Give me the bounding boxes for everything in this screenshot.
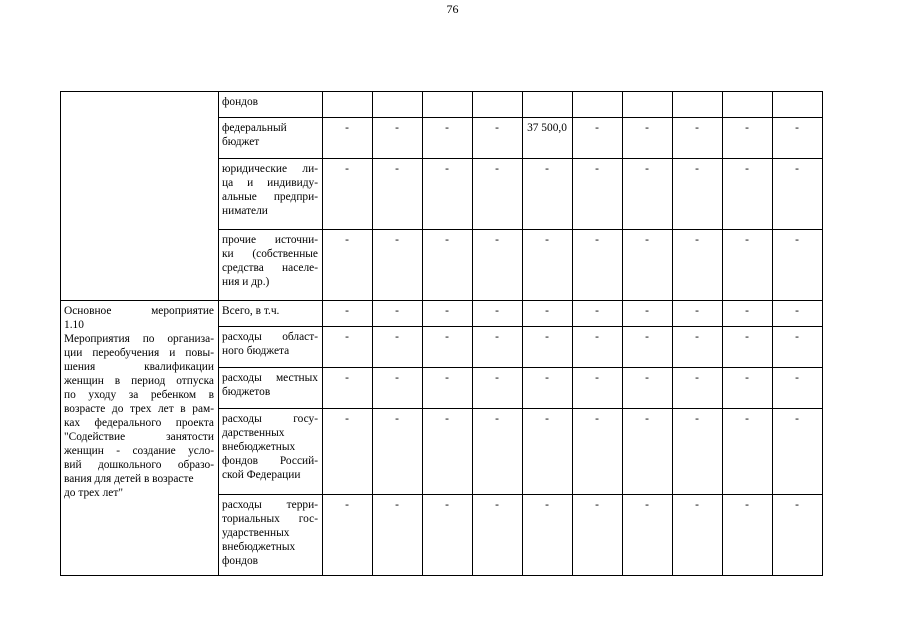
value-cell: - [773,118,823,159]
funding-source-line: внебюджетных [222,541,296,553]
value-cell [723,92,773,118]
value-cell: - [473,495,523,576]
funding-source-line: бюджетов [222,386,271,398]
event-text-line: вий дошкольного образо- [64,459,214,471]
funding-source-line: расходы местных [222,372,318,384]
event-text-line: женщин в период отпуска [64,375,214,387]
funding-source-line: внебюджетных [222,441,296,453]
value-cell: - [473,327,523,368]
event-text-line: женщин - создание усло- [64,445,214,457]
value-cell: - [423,159,473,230]
page-number: 76 [446,2,459,16]
value-cell [323,92,373,118]
value-cell: - [423,495,473,576]
value-cell: - [773,409,823,495]
value-cell: - [723,159,773,230]
funding-source-line: ца и индивиду- [222,177,318,189]
value-cell [623,92,673,118]
value-cell: - [323,368,373,409]
funding-source-cell [219,92,323,118]
value-cell: - [623,409,673,495]
value-cell: - [373,230,423,301]
event-text-line: Основное мероприятие [64,305,214,317]
value-cell: - [673,301,723,327]
funding-source-line: расходы терри- [222,499,318,511]
value-cell: - [573,495,623,576]
table-row [61,301,823,327]
value-cell: - [723,118,773,159]
value-cell: - [323,230,373,301]
value-cell: - [473,159,523,230]
funding-source-cell [219,118,323,159]
event-text-line: "Содействие занятости [64,431,214,443]
value-cell: - [673,159,723,230]
value-cell: - [723,368,773,409]
event-text-line: ции переобучения и повы- [64,347,214,359]
event-cell [61,301,219,576]
value-cell: - [523,159,573,230]
table-row [61,92,823,118]
value-cell: - [573,159,623,230]
funding-source-line: дарственных [222,427,285,439]
value-cell: - [623,495,673,576]
funding-source-line: альные предпри- [222,191,318,203]
event-text-line: ках федерального проекта [64,417,214,429]
funding-source-cell [219,301,323,327]
value-cell: - [373,118,423,159]
event-text-line: Мероприятия по организа- [64,333,214,345]
value-cell: - [323,159,373,230]
value-cell: - [623,368,673,409]
value-cell: - [573,118,623,159]
value-cell: 37 500,0 [523,118,573,159]
value-cell: - [523,301,573,327]
value-cell: - [723,327,773,368]
value-cell: - [523,230,573,301]
event-text-line: 1.10 [64,319,84,331]
event-cell [61,92,219,301]
funding-source-line: фондов Россий- [222,455,318,467]
value-cell [423,92,473,118]
value-cell: - [723,409,773,495]
value-cell: - [423,368,473,409]
funding-source-line: ного бюджета [222,345,290,357]
value-cell: - [773,159,823,230]
value-cell: - [323,409,373,495]
value-cell: - [723,230,773,301]
funding-source-line: средства населе- [222,262,318,274]
value-cell: - [573,301,623,327]
value-cell [373,92,423,118]
value-cell: - [673,409,723,495]
value-cell: - [673,327,723,368]
funding-source-cell [219,230,323,301]
funding-source-line: ториальных гос- [222,513,318,525]
value-cell: - [523,409,573,495]
value-cell: - [423,327,473,368]
funding-source-line: ния и др.) [222,276,270,288]
value-cell [773,92,823,118]
value-cell: - [473,368,523,409]
value-cell: - [623,230,673,301]
value-cell [473,92,523,118]
value-cell: - [423,230,473,301]
value-cell: - [673,230,723,301]
funding-source-line: ки (собственные [222,248,318,260]
event-text-line: до трех лет" [64,487,123,499]
value-cell: - [773,327,823,368]
funding-source-line: федеральный [222,122,287,134]
value-cell: - [373,409,423,495]
funding-source-line: ской Федерации [222,469,301,481]
funding-source-line: ударственных [222,527,290,539]
funding-source-cell [219,409,323,495]
value-cell: - [673,495,723,576]
value-cell: - [773,495,823,576]
funding-source-cell [219,327,323,368]
budget-table [60,91,823,576]
value-cell: - [473,301,523,327]
value-cell: - [423,301,473,327]
event-text-line: шения квалификации [64,361,214,373]
value-cell: - [373,327,423,368]
value-cell: - [473,118,523,159]
value-cell: - [523,368,573,409]
event-text-line: по уходу за ребенком в [64,389,214,401]
value-cell: - [573,409,623,495]
event-text-line: возрасте до трех лет в рам- [64,403,214,415]
value-cell: - [573,327,623,368]
value-cell [573,92,623,118]
funding-source-line: бюджет [222,136,260,148]
funding-source-cell [219,368,323,409]
value-cell [523,92,573,118]
budget-table-body [61,92,823,576]
value-cell: - [423,118,473,159]
funding-source-line: расходы госу- [222,413,318,425]
value-cell [673,92,723,118]
value-cell: - [623,118,673,159]
funding-source-cell [219,495,323,576]
value-cell: - [573,368,623,409]
value-cell: - [773,368,823,409]
value-cell: - [573,230,623,301]
value-cell: - [523,495,573,576]
funding-source-line: фондов [222,555,259,567]
value-cell: - [323,327,373,368]
value-cell: - [523,327,573,368]
value-cell: - [323,118,373,159]
value-cell: - [373,495,423,576]
value-cell: - [673,118,723,159]
value-cell: - [473,230,523,301]
value-cell: - [623,301,673,327]
value-cell: - [373,301,423,327]
funding-source-line: расходы област- [222,331,318,343]
value-cell: - [323,495,373,576]
funding-source-cell [219,159,323,230]
value-cell: - [373,368,423,409]
value-cell: - [673,368,723,409]
funding-source-line: Всего, в т.ч. [222,305,280,317]
value-cell: - [773,230,823,301]
value-cell: - [623,327,673,368]
value-cell: - [773,301,823,327]
value-cell: - [423,409,473,495]
value-cell: - [323,301,373,327]
value-cell: - [373,159,423,230]
value-cell: - [723,301,773,327]
value-cell: - [723,495,773,576]
event-text-line: вания для детей в возрасте [64,473,194,485]
funding-source-line: юридические ли- [222,163,318,175]
value-cell: - [623,159,673,230]
value-cell: - [473,409,523,495]
funding-source-line: ниматели [222,205,268,217]
funding-source-line: фондов [222,96,259,108]
funding-source-line: прочие источни- [222,234,318,246]
